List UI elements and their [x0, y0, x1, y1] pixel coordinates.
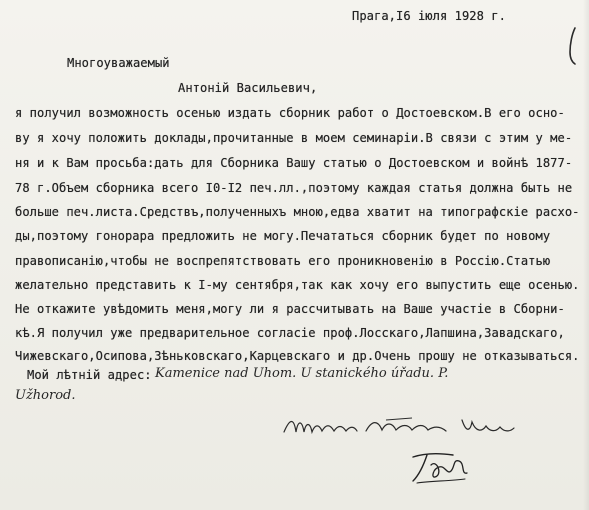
letter-date: Прага,I6 іюля 1928 г. [352, 9, 506, 23]
body-line-5: больше печ.листа.Средствъ,полученныхъ мною,едва хватит на типографскіе расхо- [15, 205, 580, 219]
body-line-2: ву я хочу положить доклады,прочитанные в моем семинаріи.В связи с этим у ме- [15, 131, 573, 145]
address-label: Мой лѣтній адрес: [27, 368, 152, 382]
page-number-mark [566, 26, 580, 66]
body-line-3: ня и к Вам просьба:дать для Сборника Вашу статью о Достоевском и войнѣ 1877- [15, 156, 573, 170]
address-handwritten-line-2: Užhorod. [15, 388, 76, 403]
handwritten-closing [282, 412, 522, 442]
body-line-9: Не откажите увѣдомить меня,могу ли я рассчитывать на Ваше участіе в Сборни- [15, 302, 565, 316]
body-line-4: 78 г.Объем сборника всего I0-I2 печ.лл.,поэтому каждая статья должна быть не [15, 181, 573, 195]
body-line-8: желательно представить к I-му сентября,так как хочу его выпустить еще осенью. [15, 278, 580, 292]
body-line-11: Чижевскаго,Осипова,Зѣньковскаго,Карцевскаго и др.Очень прошу не отказываться. [15, 349, 580, 363]
body-line-1: я получил возможность осенью издать сборник работ о Достоевском.В его осно- [15, 106, 565, 120]
body-line-10: кѣ.Я получил уже предварительное согласіе проф.Лосскаго,Лапшина,Завадскаго, [15, 326, 565, 340]
page-edge-shadow [583, 0, 589, 510]
signature [405, 445, 475, 487]
salutation-line-1: Многоуважаемый [67, 56, 170, 70]
address-handwritten-line-1: Kamenice nad Uhom. U stanického úřadu. P. [155, 366, 449, 381]
body-line-6: ды,поэтому гонорара предложить не могу.Печататься сборник будет по новому [15, 229, 551, 243]
salutation-line-2: Антоній Васильевич, [178, 81, 318, 95]
body-line-7: правописанію,чтобы не воспрепятствовать его проникновенію в Россію.Статью [15, 254, 551, 268]
